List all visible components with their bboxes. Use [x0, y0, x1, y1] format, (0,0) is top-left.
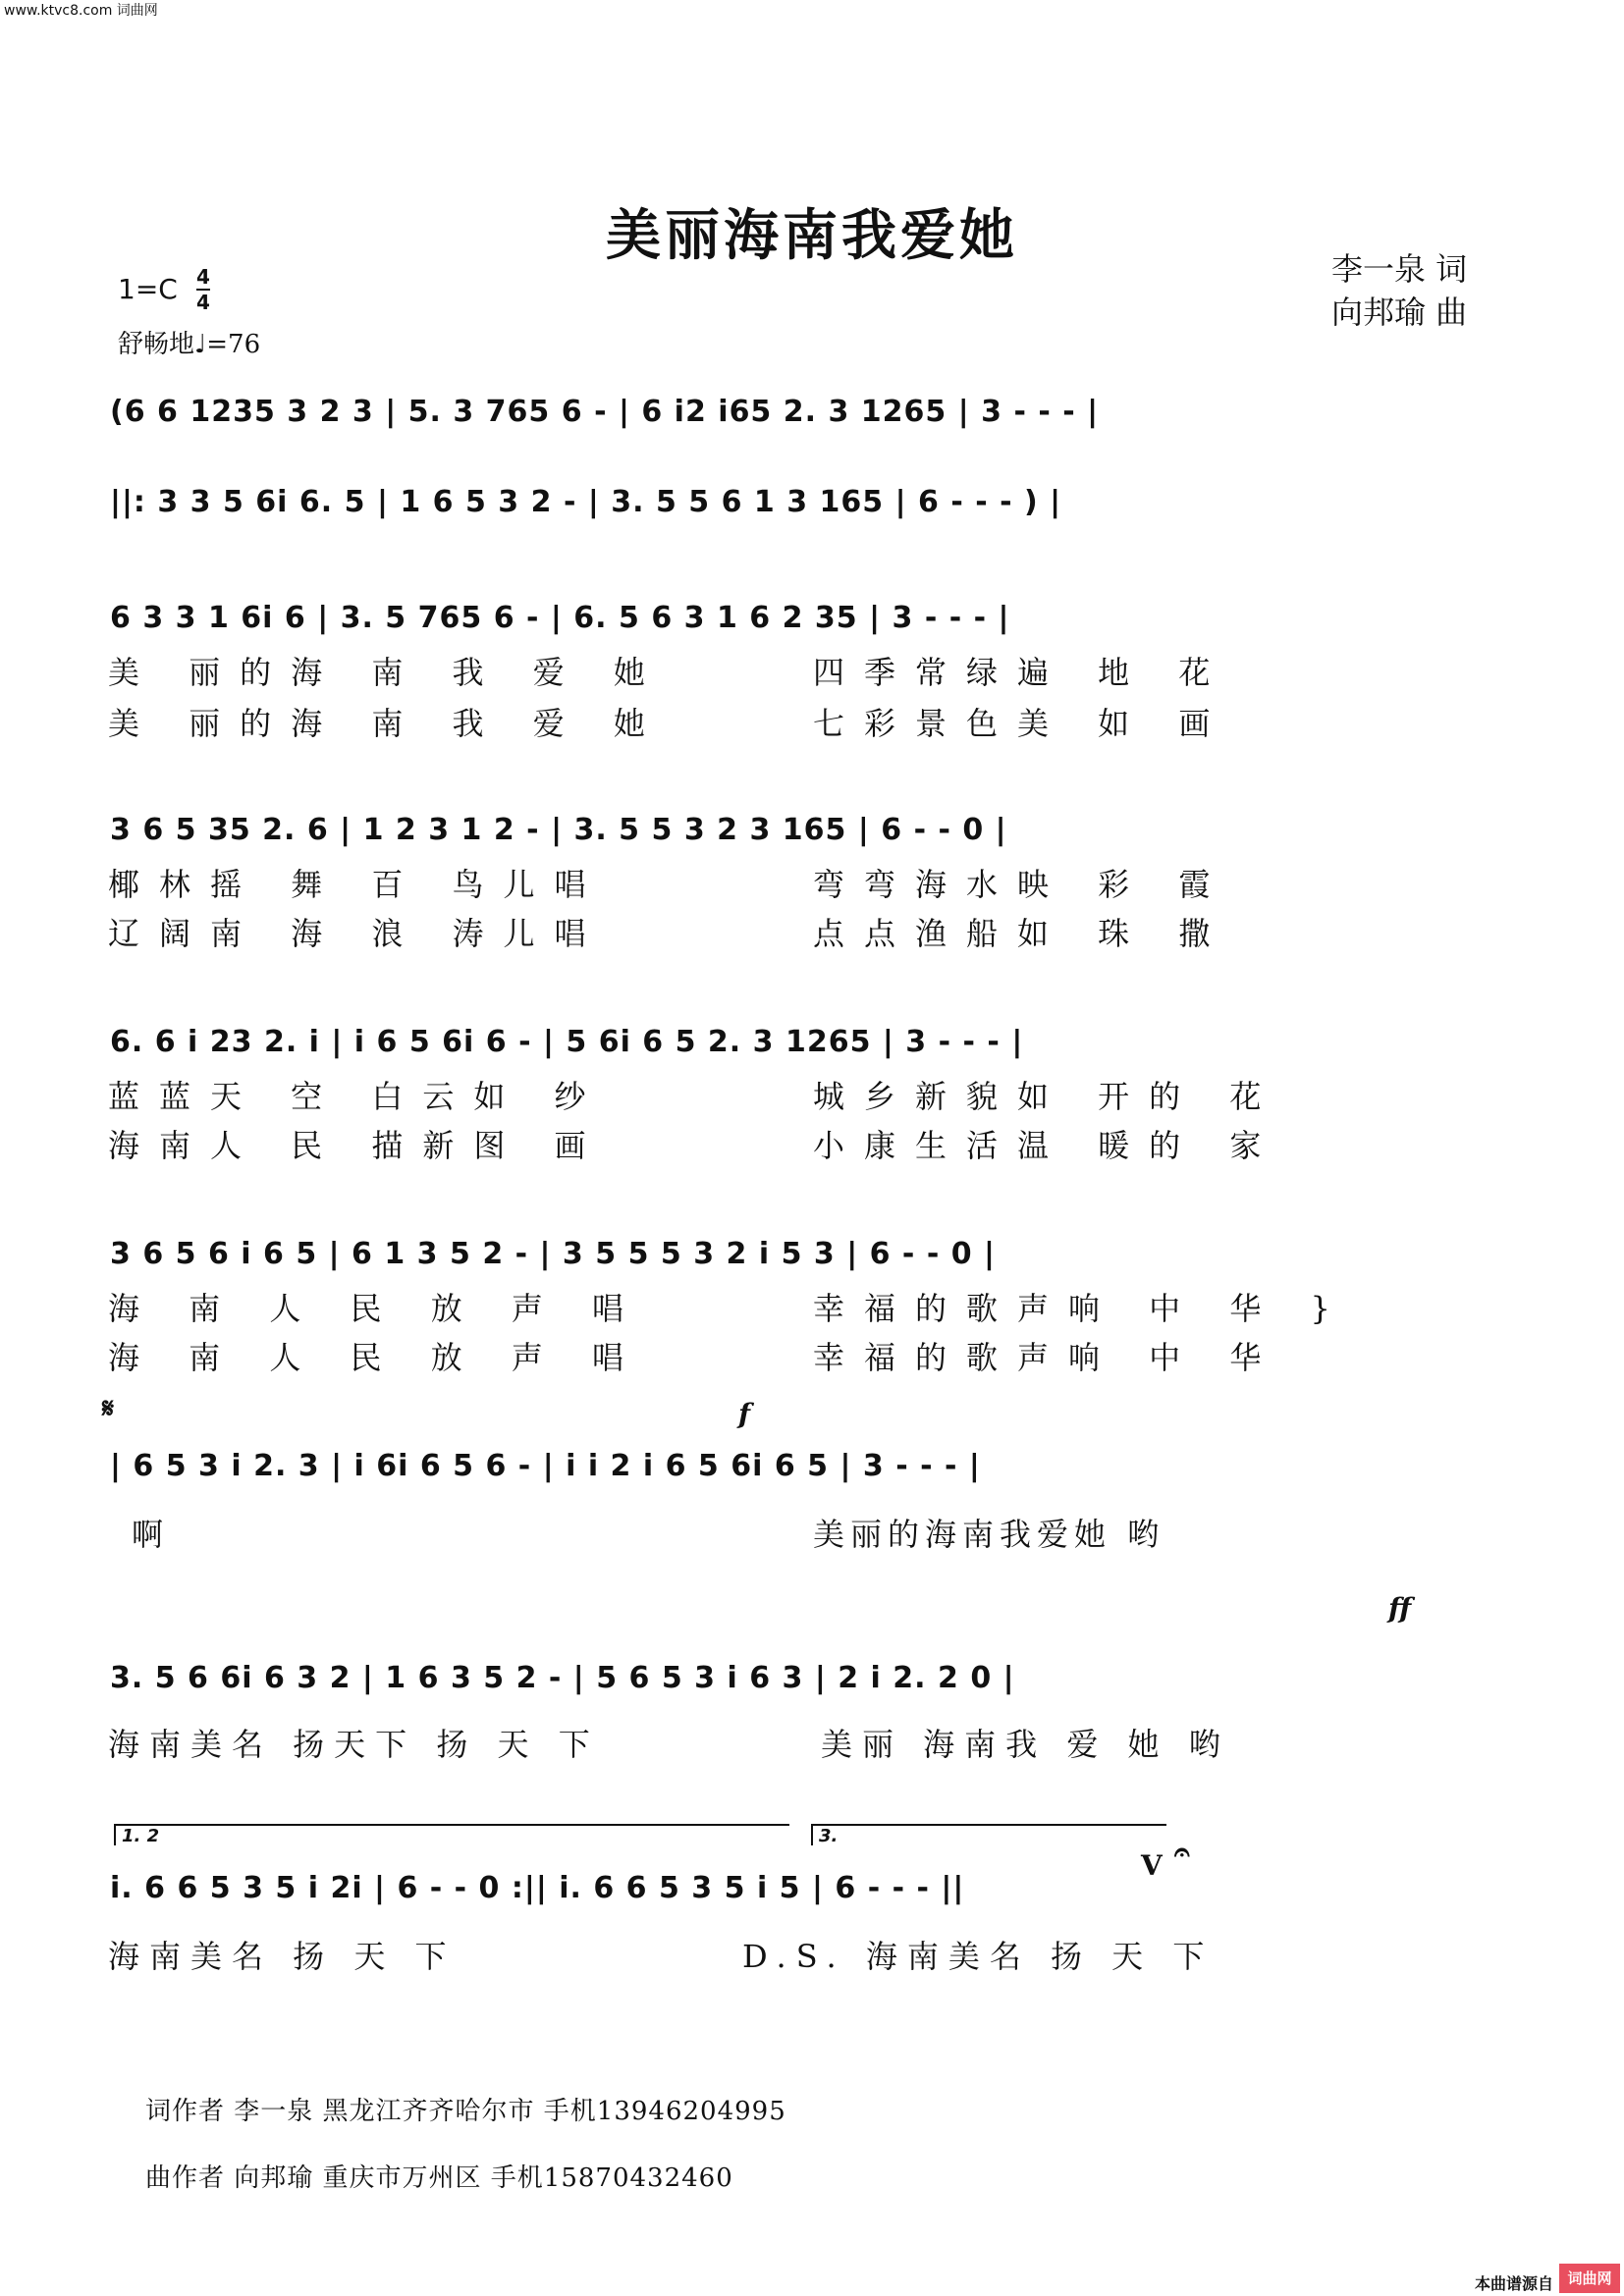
lyricist-credit: 李一泉 词 [1331, 250, 1468, 288]
tempo-marking: 舒畅地♩=76 [118, 330, 261, 359]
system-8-lyrics-a: 海南美名 扬天下 扬 天 下 [108, 1726, 600, 1763]
system-9-lyrics-a: 海南美名 扬 天 下 [108, 1938, 457, 1975]
system-8-lyrics-b: 美丽 海南我 爱 她 哟 [821, 1726, 1230, 1763]
score-system-1-notes: (6 6 1235 3 2 3 | 5. 3 765 6 - | 6 i2 i65 2. 3 1265 | 3 - - - | [110, 395, 1100, 429]
score-system-2-notes: ||: 3 3 5 6i 6. 5 | 1 6 5 3 2 - | 3. 5 5 6 1 3 165 | 6 - - - ) | [110, 485, 1062, 519]
system-3-lyrics-v2-a: 美 丽的海 南 我 爱 她 [108, 705, 665, 742]
volta-2-label: 3. [819, 1826, 839, 1846]
meter-bottom: 4 [196, 291, 210, 314]
credits-block [1331, 247, 1467, 334]
volta-bracket-2 [811, 1824, 1166, 1845]
system-3-lyrics-v1-b: 四季常绿遍 地 花 [813, 654, 1230, 691]
site-header-text: www.ktvc8.com 词曲网 [4, 3, 158, 19]
score-system-3-notes: 6 3 3 1 6i 6 | 3. 5 765 6 - | 6. 5 6 3 1 6 2 35 | 3 - - - | [110, 601, 1010, 635]
system-6-lyrics-v2-a: 海 南 人 民 放 声 唱 [108, 1339, 644, 1376]
time-signature [196, 265, 210, 314]
segno-mark: 𝄋 [102, 1392, 115, 1424]
score-system-6-notes: 3 6 5 6 i 6 5 | 6 1 3 5 2 - | 3 5 5 5 3 2 i 5 3 | 6 - - 0 | [110, 1237, 996, 1271]
system-5-lyrics-v2-b: 小康生活温 暖的 家 [813, 1127, 1281, 1164]
system-4-lyrics-v1-b: 弯弯海水映 彩 霞 [813, 866, 1230, 903]
system-6-lyrics-v1-b: 幸福的歌声响 中 华 } [813, 1290, 1350, 1327]
composer-contact: 曲作者 向邦瑜 重庆市万州区 手机15870432460 [145, 2163, 733, 2193]
volta-bracket-1 [114, 1824, 789, 1845]
lyricist-contact: 词作者 李一泉 黑龙江齐齐哈尔市 手机13946204995 [145, 2097, 786, 2126]
score-system-5-notes: 6. 6 i 23 2. i | i 6 5 6i 6 - | 5 6i 6 5 2. 3 1265 | 3 - - - | [110, 1025, 1024, 1059]
score-system-7-notes: | 6 5 3 i 2. 3 | i 6i 6 5 6 - | i i 2 i 6 5 6i 6 5 | 3 - - - | [110, 1449, 981, 1483]
site-logo[interactable]: 词曲网 [1559, 2264, 1620, 2293]
fortissimo-mark: ff [1388, 1592, 1412, 1625]
system-7-lyrics-a: 啊 [132, 1516, 184, 1553]
system-5-lyrics-v2-a: 海南人 民 描新图 画 [108, 1127, 606, 1164]
score-system-4-notes: 3 6 5 35 2. 6 | 1 2 3 1 2 - | 3. 5 5 3 2 3 165 | 6 - - 0 | [110, 813, 1007, 847]
page-title: 美丽海南我爱她 [606, 203, 1018, 268]
system-6-lyrics-v2-b: 幸福的歌声响 中 华 [813, 1339, 1281, 1376]
source-note: 本曲谱源自 [1474, 2274, 1553, 2293]
forte-mark: f [738, 1398, 751, 1430]
system-9-lyrics-b: D.S. 海南美名 扬 天 下 [742, 1938, 1215, 1975]
system-5-lyrics-v1-b: 城乡新貌如 开的 花 [813, 1078, 1281, 1115]
system-6-lyrics-v1-a: 海 南 人 民 放 声 唱 [108, 1290, 644, 1327]
system-7-lyrics-b: 美丽的海南我爱她 哟 [813, 1516, 1165, 1553]
composer-credit: 向邦瑜 曲 [1331, 294, 1468, 331]
breath-mark: V [1141, 1849, 1163, 1882]
meter-top: 4 [196, 265, 210, 289]
fermata-mark: 𝄐 [1174, 1836, 1190, 1868]
system-4-lyrics-v2-b: 点点渔船如 珠 撒 [813, 915, 1230, 952]
score-system-8-notes: 3. 5 6 6i 6 3 2 | 1 6 3 5 2 - | 5 6 5 3 i 6 3 | 2 i 2. 2 0 | [110, 1661, 1015, 1695]
system-5-lyrics-v1-a: 蓝蓝天 空 白云如 纱 [108, 1078, 606, 1115]
volta-1-label: 1. 2 [122, 1826, 160, 1846]
system-3-lyrics-v1-a: 美 丽的海 南 我 爱 她 [108, 654, 665, 691]
score-system-9-notes: i. 6 6 5 3 5 i 2i | 6 - - 0 :|| i. 6 6 5 3 5 i 5 | 6 - - - || [110, 1871, 965, 1905]
system-4-lyrics-v1-a: 椰林摇 舞 百 鸟儿唱 [108, 866, 606, 903]
system-3-lyrics-v2-b: 七彩景色美 如 画 [813, 705, 1230, 742]
system-4-lyrics-v2-a: 辽阔南 海 浪 涛儿唱 [108, 915, 606, 952]
key-signature: 1=C [118, 273, 178, 305]
